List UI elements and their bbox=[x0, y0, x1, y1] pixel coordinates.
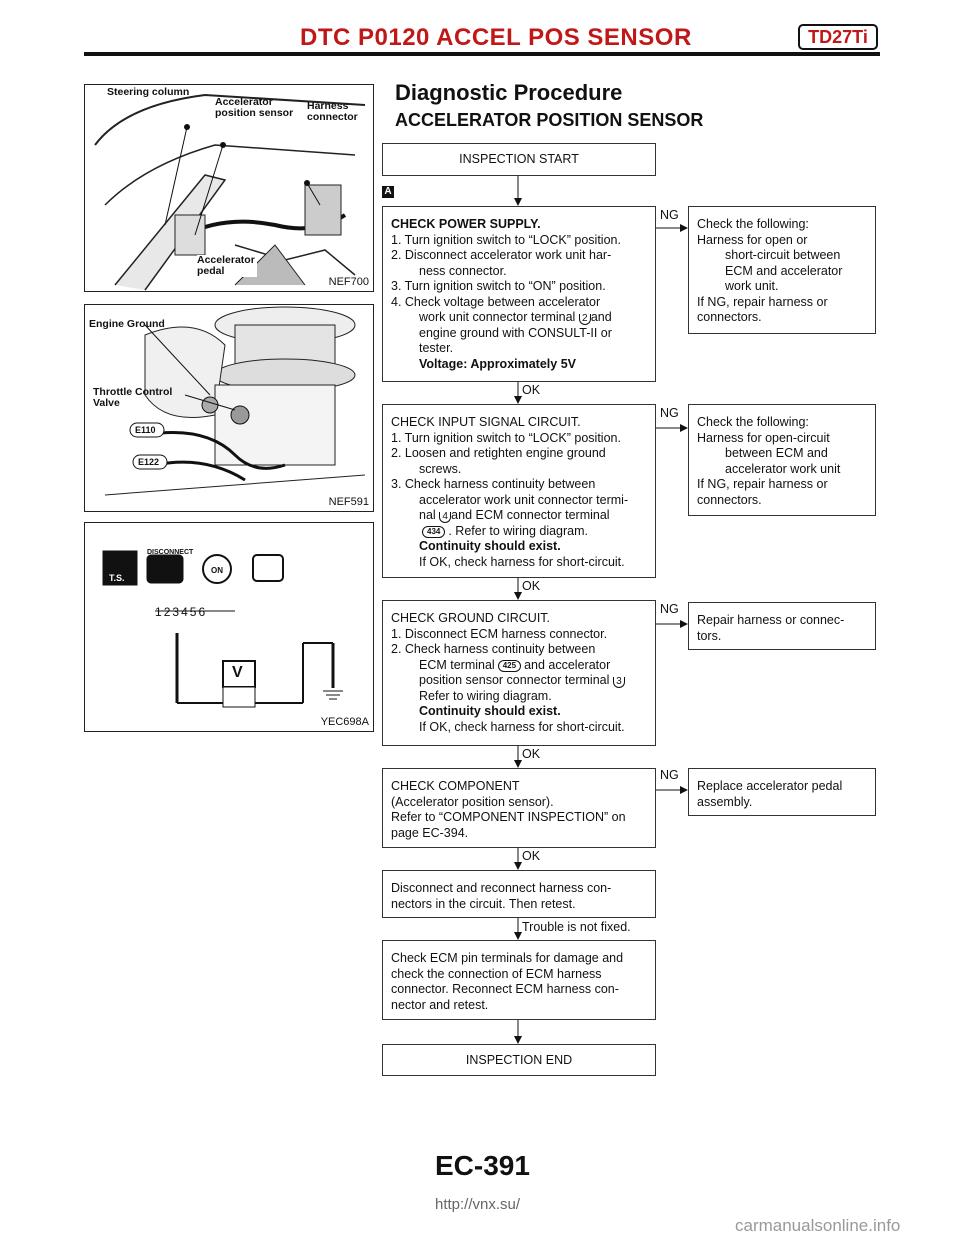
flow-step-power-supply bbox=[382, 206, 656, 382]
section-subtitle: ACCELERATOR POSITION SENSOR bbox=[395, 110, 704, 130]
step3-line-connector bbox=[391, 658, 647, 674]
step2-result: Continuity should exist. bbox=[419, 539, 561, 553]
connector-pin: 1 bbox=[155, 605, 164, 619]
step1-line: 3. Turn ignition switch to “ON” position. bbox=[391, 279, 606, 293]
step2-ng-text: If NG, repair harness or bbox=[697, 477, 828, 491]
section-title: Diagnostic Procedure bbox=[395, 80, 623, 105]
step1-line: 2. Disconnect accelerator work unit har- bbox=[391, 248, 612, 262]
ecm-terminal-icon: 434 bbox=[422, 526, 445, 538]
step3-ng-text: tors. bbox=[697, 628, 722, 643]
watermark: carmanualsonline.info bbox=[735, 1216, 901, 1235]
label-harness-connector: Harness connector bbox=[307, 100, 358, 123]
step1-line-terminal bbox=[391, 310, 647, 326]
step3-ng-label: NG bbox=[660, 602, 679, 616]
label-accelerator-position-sensor: Accelerator position sensor bbox=[215, 96, 294, 119]
step1-line: 4. Check voltage between accelerator bbox=[391, 294, 601, 309]
figure-1-id: NEF700 bbox=[328, 276, 369, 288]
footer-url[interactable]: http://vnx.su/ bbox=[435, 1196, 521, 1213]
step2-line: screws. bbox=[419, 461, 462, 476]
step1-ng-text: short-circuit between bbox=[725, 248, 841, 262]
step2-note: If OK, check harness for short-circuit. bbox=[419, 554, 625, 569]
step2-ok-label: OK bbox=[522, 579, 541, 593]
terminal-pin-icon: 4 bbox=[439, 512, 451, 523]
step6-line: nector and retest. bbox=[391, 997, 489, 1012]
ecm-terminal-icon: 425 bbox=[498, 660, 521, 672]
label-disconnect: DISCONNECT bbox=[147, 549, 194, 556]
step1-ng-action bbox=[688, 206, 876, 334]
step4-ng-label: NG bbox=[660, 768, 679, 782]
step3-text: ECM terminal bbox=[419, 657, 495, 672]
step2-title: CHECK INPUT SIGNAL CIRCUIT. bbox=[391, 415, 581, 429]
flow-step-check-component bbox=[382, 768, 656, 848]
step2-text: . Refer to wiring diagram. bbox=[448, 523, 588, 538]
figure-3-id: YEC698A bbox=[320, 716, 369, 728]
label-e122: E122 bbox=[138, 457, 160, 467]
step1-text: work unit connector terminal bbox=[419, 310, 576, 324]
step3-note: If OK, check harness for short-circuit. bbox=[419, 719, 625, 734]
step2-ng-action bbox=[688, 404, 876, 516]
step3-text: position sensor connector terminal bbox=[419, 673, 610, 687]
step3-ng-text: Repair harness or connec- bbox=[697, 613, 845, 627]
label-ts: T.S. bbox=[109, 573, 125, 583]
flow-step-ecm-pins bbox=[382, 940, 656, 1020]
step3-ok-label: OK bbox=[522, 747, 541, 761]
step3-line-terminal bbox=[391, 673, 647, 689]
flow-step-input-signal bbox=[382, 404, 656, 578]
step3-text: and accelerator bbox=[524, 657, 611, 672]
step1-line: ness connector. bbox=[419, 263, 507, 278]
flow-end: INSPECTION END bbox=[382, 1044, 656, 1076]
step1-ng-text: Check the following: bbox=[697, 217, 809, 231]
step3-line: Refer to wiring diagram. bbox=[419, 688, 552, 703]
step5-line: Disconnect and reconnect harness con- bbox=[391, 881, 612, 895]
step4-ng-text: assembly. bbox=[697, 794, 753, 809]
label-steering-column: Steering column bbox=[107, 86, 190, 98]
step1-ng-text: ECM and accelerator bbox=[725, 263, 843, 278]
label-engine-ground: Engine Ground bbox=[89, 318, 165, 330]
step2-line: 2. Loosen and retighten engine ground bbox=[391, 446, 606, 460]
step1-ok-label: OK bbox=[522, 383, 541, 397]
step2-line: 1. Turn ignition switch to “LOCK” position. bbox=[391, 430, 621, 445]
connector-pin: 2 bbox=[163, 605, 173, 619]
step1-ng-text: connectors. bbox=[697, 310, 762, 324]
step4-line: Refer to “COMPONENT INSPECTION” on bbox=[391, 810, 626, 824]
figure-2-id: NEF591 bbox=[328, 496, 369, 508]
step2-ng-label: NG bbox=[660, 406, 679, 420]
connector-pin: 5 bbox=[189, 605, 199, 619]
label-on: ON bbox=[211, 566, 223, 575]
step1-result: Voltage: Approximately 5V bbox=[419, 356, 576, 371]
flow-step-ground-circuit bbox=[382, 600, 656, 746]
step3-line: 2. Check harness continuity between bbox=[391, 642, 596, 656]
step2-ng-bullet: Harness for open-circuit bbox=[697, 430, 830, 445]
page-header-title: DTC P0120 ACCEL POS SENSOR bbox=[300, 24, 692, 51]
step6-line: check the connection of ECM harness bbox=[391, 966, 602, 981]
step4-line: CHECK COMPONENT bbox=[391, 779, 520, 793]
step2-ng-text: between ECM and bbox=[725, 446, 828, 460]
step2-text: nal bbox=[419, 508, 436, 522]
label-throttle-control-valve: Throttle Control Valve bbox=[93, 386, 173, 409]
step2-ng-text: connectors. bbox=[697, 492, 762, 507]
step1-ng-text: If NG, repair harness or bbox=[697, 294, 828, 309]
step4-line: (Accelerator position sensor). bbox=[391, 794, 554, 809]
label-accelerator-pedal: Accelerator pedal bbox=[197, 255, 257, 277]
step2-line-connector bbox=[391, 524, 647, 540]
step2-ng-text: accelerator work unit bbox=[725, 461, 841, 476]
page-number: EC-391 bbox=[435, 1150, 530, 1181]
step2-text: and ECM connector terminal bbox=[451, 508, 610, 522]
step1-ng-text: work unit. bbox=[725, 279, 779, 293]
connector-pin: 6 bbox=[198, 605, 208, 619]
flow-step-reconnect bbox=[382, 870, 656, 918]
connector-pin: 3 bbox=[172, 605, 182, 619]
step2-line: accelerator work unit connector termi- bbox=[419, 492, 629, 507]
step1-line: tester. bbox=[419, 341, 454, 355]
flowchart-tag: A bbox=[382, 186, 394, 198]
step3-result: Continuity should exist. bbox=[419, 704, 561, 718]
terminal-pin-icon: 3 bbox=[613, 677, 625, 688]
label-e110: E110 bbox=[135, 425, 156, 435]
step3-title: CHECK GROUND CIRCUIT. bbox=[391, 611, 551, 625]
step4-ng-text: Replace accelerator pedal bbox=[697, 779, 843, 793]
step3-ng-action bbox=[688, 602, 876, 650]
step2-line: 3. Check harness continuity between bbox=[391, 477, 596, 491]
step5-line: nectors in the circuit. Then retest. bbox=[391, 896, 576, 911]
step5-after-label: Trouble is not fixed. bbox=[522, 920, 631, 934]
terminal-pin-icon: 2 bbox=[579, 314, 591, 325]
step2-line-terminal bbox=[391, 508, 647, 524]
step1-text: and bbox=[590, 310, 612, 324]
step6-line: connector. Reconnect ECM harness con- bbox=[391, 982, 619, 996]
step2-ng-text: Check the following: bbox=[697, 415, 809, 429]
engine-badge: TD27Ti bbox=[798, 24, 878, 50]
connector-pin: 4 bbox=[181, 605, 190, 619]
step1-ng-label: NG bbox=[660, 208, 679, 222]
flow-start: INSPECTION START bbox=[382, 143, 656, 176]
label-voltmeter: V bbox=[232, 664, 243, 681]
step4-ng-action bbox=[688, 768, 876, 816]
step1-line: engine ground with CONSULT-II or bbox=[419, 325, 612, 340]
step1-ng-bullet: Harness for open or bbox=[697, 232, 808, 247]
step6-line: Check ECM pin terminals for damage and bbox=[391, 951, 624, 965]
step4-ok-label: OK bbox=[522, 849, 541, 863]
step1-title: CHECK POWER SUPPLY. bbox=[391, 217, 541, 231]
step1-line: 1. Turn ignition switch to “LOCK” position. bbox=[391, 232, 621, 247]
step4-line: page EC-394. bbox=[391, 825, 469, 840]
step3-line: 1. Disconnect ECM harness connector. bbox=[391, 626, 608, 641]
